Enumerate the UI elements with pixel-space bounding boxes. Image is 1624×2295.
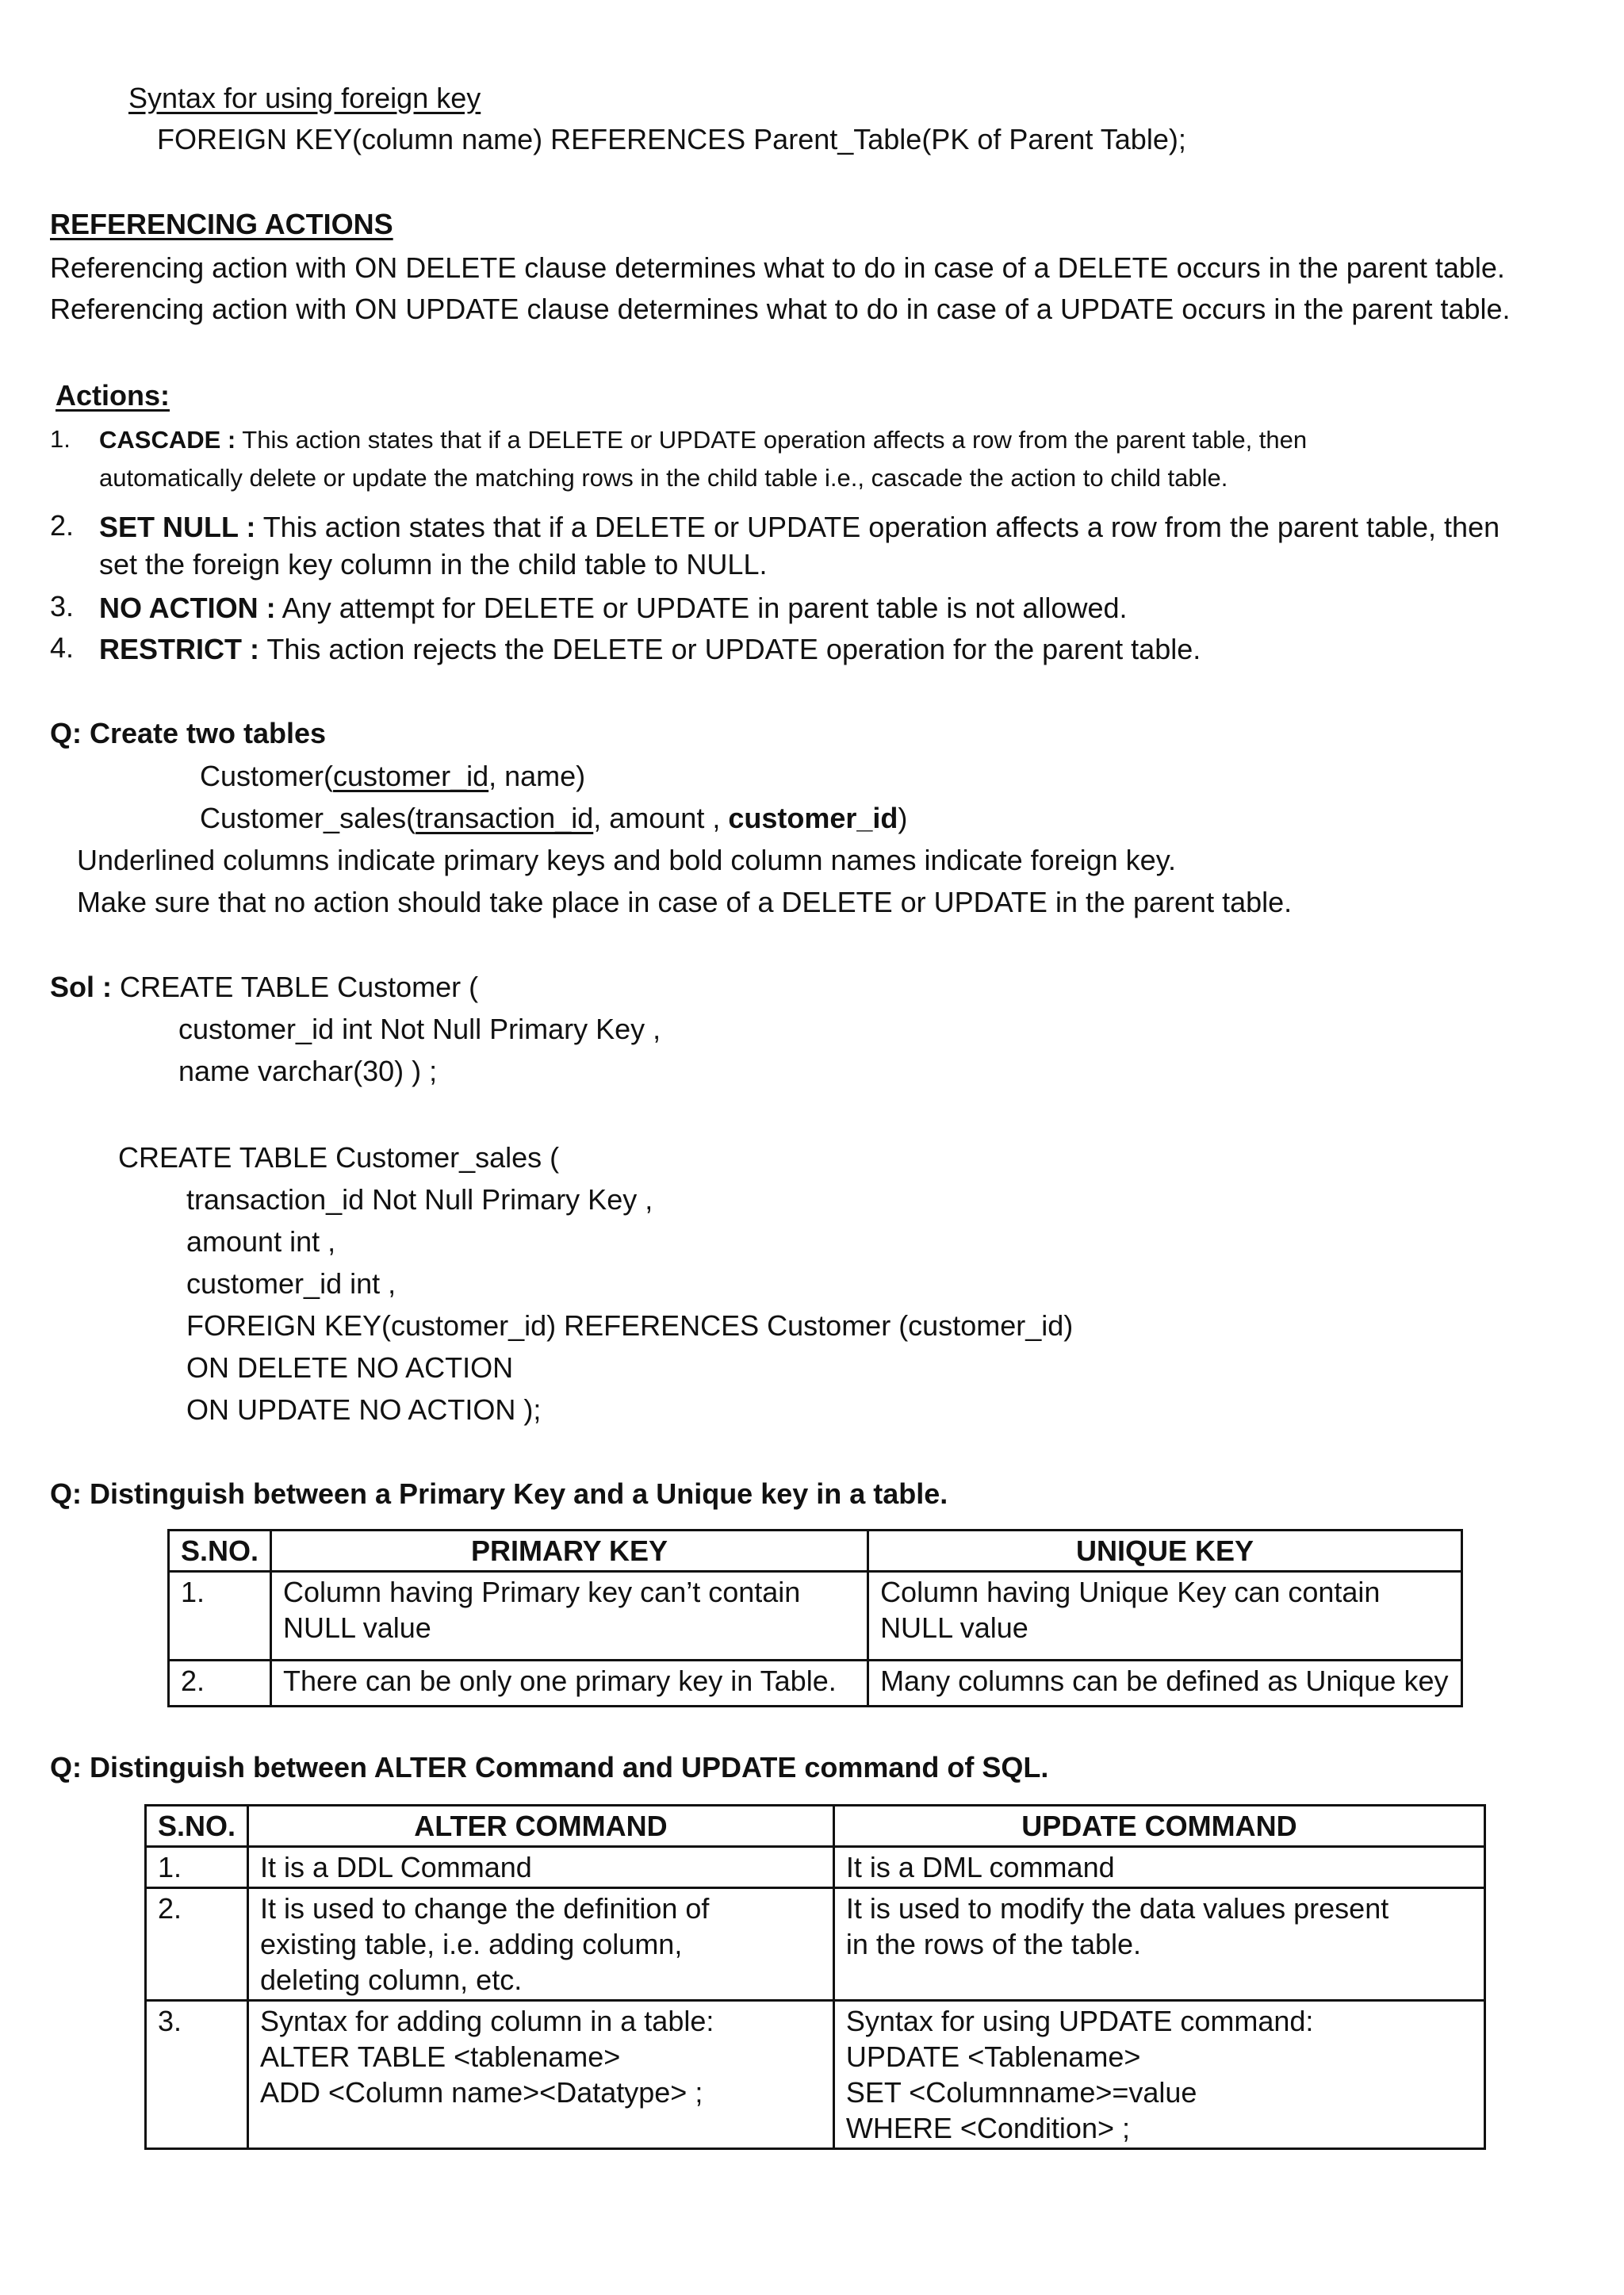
sql-line: FOREIGN KEY(customer_id) REFERENCES Customer (customer_id) xyxy=(186,1309,1074,1342)
list-item-term: SET NULL : xyxy=(99,511,256,543)
list-item-line: This action states that if a DELETE or UPDATE operation affects a row from the parent table, then xyxy=(236,426,1308,454)
column-header: S.NO. xyxy=(146,1806,248,1847)
table-cell: 2. xyxy=(169,1661,271,1707)
table-row xyxy=(169,1572,1462,1661)
alter-vs-update-table xyxy=(144,1804,1486,2150)
sql-line: name varchar(30) ) ; xyxy=(178,1055,438,1087)
referencing-heading: REFERENCING ACTIONS xyxy=(50,208,393,240)
table-cell: There can be only one primary key in Table. xyxy=(271,1661,868,1707)
list-item-line: This action states that if a DELETE or UPDATE operation affects a row from the parent table, then xyxy=(255,511,1500,543)
referencing-line-2: Referencing action with ON UPDATE clause determines what to do in case of a UPDATE occurs in the parent table. xyxy=(50,293,1511,325)
table-cell: It is used to change the definition of existing table, i.e. adding column, deleting column, etc. xyxy=(248,1888,834,2001)
sql-line: transaction_id Not Null Primary Key , xyxy=(186,1183,653,1216)
list-item-number: 2. xyxy=(50,509,75,542)
list-item-text xyxy=(99,631,1201,667)
sql-line: ON DELETE NO ACTION xyxy=(186,1351,514,1384)
table-row xyxy=(169,1661,1462,1707)
column-header: PRIMARY KEY xyxy=(271,1531,868,1572)
list-item-term: RESTRICT : xyxy=(99,633,259,665)
columns: ) xyxy=(898,802,908,834)
q2-title: Q: Distinguish between a Primary Key and a Unique key in a table. xyxy=(50,1477,948,1510)
q1-note-2: Make sure that no action should take place in case of a DELETE or UPDATE in the parent table. xyxy=(77,886,1293,918)
table-cell: 1. xyxy=(169,1572,271,1661)
sql-line: CREATE TABLE Customer ( xyxy=(112,971,479,1003)
table-cell: 2. xyxy=(146,1888,248,2001)
q1-table-1 xyxy=(200,759,585,793)
table-cell: Column having Primary key can’t contain NULL value xyxy=(271,1572,868,1661)
foreign-key: customer_id xyxy=(728,802,898,834)
list-item-number: 4. xyxy=(50,631,75,664)
table-cell: Syntax for adding column in a table: ALTER TABLE <tablename> ADD <Column name><Datatype> ; xyxy=(248,2001,834,2149)
table-cell: Many columns can be defined as Unique key xyxy=(868,1661,1462,1707)
table-row xyxy=(146,1847,1485,1888)
sol-line-1 xyxy=(50,970,478,1004)
table-cell: 3. xyxy=(146,2001,248,2149)
primary-key: customer_id xyxy=(333,760,489,792)
primary-vs-unique-table xyxy=(167,1529,1463,1707)
list-item-text xyxy=(99,509,1500,545)
sql-line: customer_id int , xyxy=(186,1267,396,1300)
column-header: UNIQUE KEY xyxy=(868,1531,1462,1572)
table-header-row xyxy=(146,1806,1485,1847)
q1-title: Q: Create two tables xyxy=(50,717,327,749)
list-item-text xyxy=(99,590,1128,626)
primary-key: transaction_id xyxy=(416,802,594,834)
table-cell: 1. xyxy=(146,1847,248,1888)
table-header-row xyxy=(169,1531,1462,1572)
sql-line: customer_id int Not Null Primary Key , xyxy=(178,1013,661,1045)
table-row xyxy=(146,1888,1485,2001)
q1-table-2 xyxy=(200,801,907,835)
columns: , name) xyxy=(488,760,586,792)
sql-line: amount int , xyxy=(186,1225,336,1258)
list-item-line: This action rejects the DELETE or UPDATE operation for the parent table. xyxy=(259,633,1201,665)
column-header: ALTER COMMAND xyxy=(248,1806,834,1847)
column-header: S.NO. xyxy=(169,1531,271,1572)
list-item-number: 3. xyxy=(50,590,75,623)
list-item-number: 1. xyxy=(50,425,71,453)
list-item-term: CASCADE : xyxy=(99,426,236,454)
column-header: UPDATE COMMAND xyxy=(833,1806,1484,1847)
table-cell: Column having Unique Key can contain NULL value xyxy=(868,1572,1462,1661)
list-item-text xyxy=(99,425,1307,456)
table-name: Customer( xyxy=(200,760,334,792)
sql-line: CREATE TABLE Customer_sales ( xyxy=(118,1141,560,1174)
q3-title: Q: Distinguish between ALTER Command and UPDATE command of SQL. xyxy=(50,1751,1049,1784)
list-item-line: set the foreign key column in the child table to NULL. xyxy=(99,548,768,580)
list-item-term: NO ACTION : xyxy=(99,592,276,624)
columns: , amount , xyxy=(593,802,729,834)
q1-note-1: Underlined columns indicate primary keys and bold column names indicate foreign key. xyxy=(77,844,1177,876)
list-item-line: Any attempt for DELETE or UPDATE in parent table is not allowed. xyxy=(275,592,1128,624)
table-cell: It is a DDL Command xyxy=(248,1847,834,1888)
list-item-line: automatically delete or update the matching rows in the child table i.e., cascade the action to child table. xyxy=(99,464,1228,492)
referencing-line-1: Referencing action with ON DELETE clause determines what to do in case of a DELETE occurs in the parent table. xyxy=(50,251,1505,284)
fk-syntax-heading: Syntax for using foreign key xyxy=(128,82,481,114)
table-cell: Syntax for using UPDATE command: UPDATE <Tablename> SET <Columnname>=value WHERE <Condition> ; xyxy=(833,2001,1484,2149)
fk-syntax-line: FOREIGN KEY(column name) REFERENCES Parent_Table(PK of Parent Table); xyxy=(157,123,1186,155)
table-name: Customer_sales( xyxy=(200,802,416,834)
actions-heading: Actions: xyxy=(56,379,170,412)
table-row xyxy=(146,2001,1485,2149)
sql-line: ON UPDATE NO ACTION ); xyxy=(186,1393,542,1426)
table-cell: It is a DML command xyxy=(833,1847,1484,1888)
sol-label: Sol : xyxy=(50,971,112,1003)
table-cell: It is used to modify the data values present in the rows of the table. xyxy=(833,1888,1484,2001)
